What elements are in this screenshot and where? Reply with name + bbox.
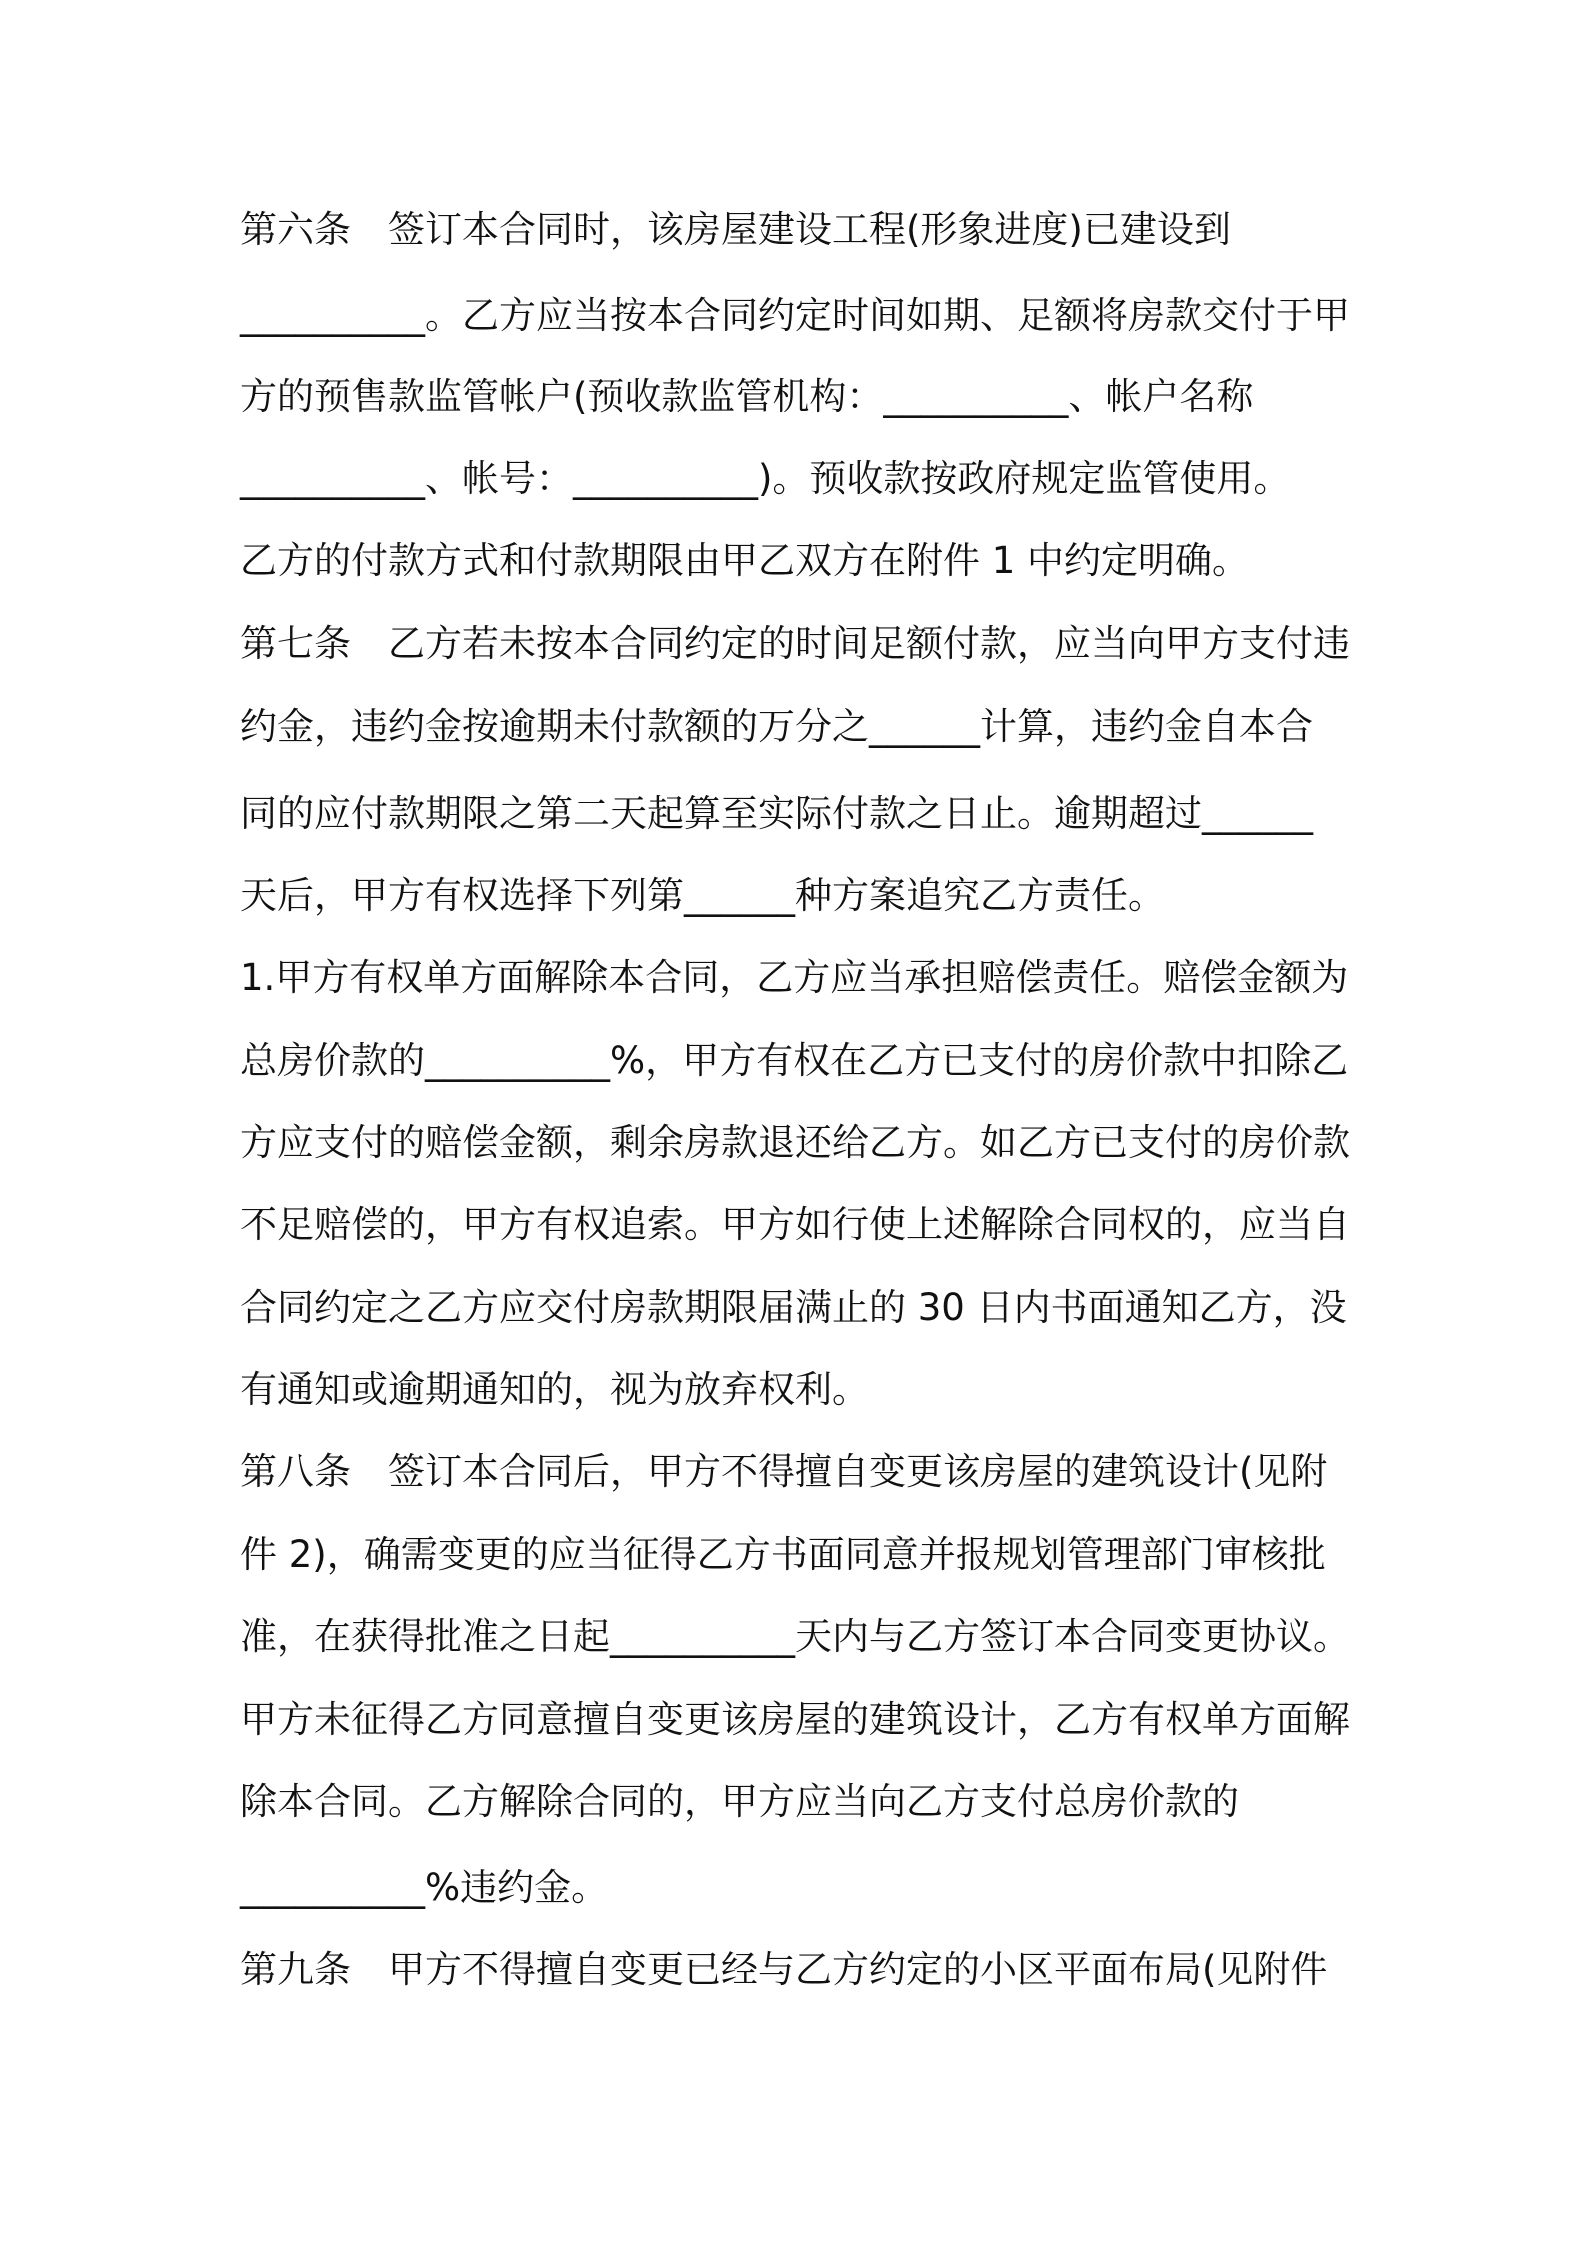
text-line: 乙方的付款方式和付款期限由甲乙双方在附件 1 中约定明确。: [240, 539, 1250, 582]
text-line: 不足赔偿的，甲方有权追索。甲方如行使上述解除合同权的，应当自: [240, 1203, 1350, 1246]
text-line: 同的应付款期限之第二天起算至实际付款之日止。逾期超过______: [240, 792, 1313, 835]
text-line: 方应支付的赔偿金额，剩余房款退还给乙方。如乙方已支付的房价款: [240, 1121, 1350, 1164]
text-line: 准，在获得批准之日起__________天内与乙方签订本合同变更协议。: [240, 1615, 1350, 1658]
text-line: 第七条 乙方若未按本合同约定的时间足额付款，应当向甲方支付违: [240, 622, 1350, 665]
text-line: 1.甲方有权单方面解除本合同，乙方应当承担赔偿责任。赔偿金额为: [240, 956, 1349, 999]
text-line: 第八条 签订本合同后，甲方不得擅自变更该房屋的建筑设计(见附: [240, 1450, 1328, 1493]
text-line: 总房价款的__________%，甲方有权在乙方已支付的房价款中扣除乙: [240, 1039, 1349, 1082]
text-line: __________。乙方应当按本合同约定时间如期、足额将房款交付于甲: [240, 294, 1350, 337]
text-line: 件 2)，确需变更的应当征得乙方书面同意并报规划管理部门审核批: [240, 1533, 1326, 1576]
text-line: 方的预售款监管帐户(预收款监管机构：__________、帐户名称: [240, 375, 1254, 418]
text-line: 有通知或逾期通知的，视为放弃权利。: [240, 1368, 869, 1411]
text-line: 第六条 签订本合同时，该房屋建设工程(形象进度)已建设到: [240, 208, 1231, 251]
text-line: __________%违约金。: [240, 1866, 609, 1909]
text-line: 除本合同。乙方解除合同的，甲方应当向乙方支付总房价款的: [240, 1780, 1239, 1823]
text-line: 合同约定之乙方应交付房款期限届满止的 30 日内书面通知乙方，没: [240, 1286, 1347, 1329]
text-line: 天后，甲方有权选择下列第______种方案追究乙方责任。: [240, 874, 1165, 917]
text-line: 第九条 甲方不得擅自变更已经与乙方约定的小区平面布局(见附件: [240, 1948, 1328, 1991]
text-line: 甲方未征得乙方同意擅自变更该房屋的建筑设计，乙方有权单方面解: [240, 1698, 1350, 1741]
text-line: 约金，违约金按逾期未付款额的万分之______计算，违约金自本合: [240, 705, 1313, 748]
text-line: __________、帐号：__________)。预收款按政府规定监管使用。: [240, 457, 1291, 500]
